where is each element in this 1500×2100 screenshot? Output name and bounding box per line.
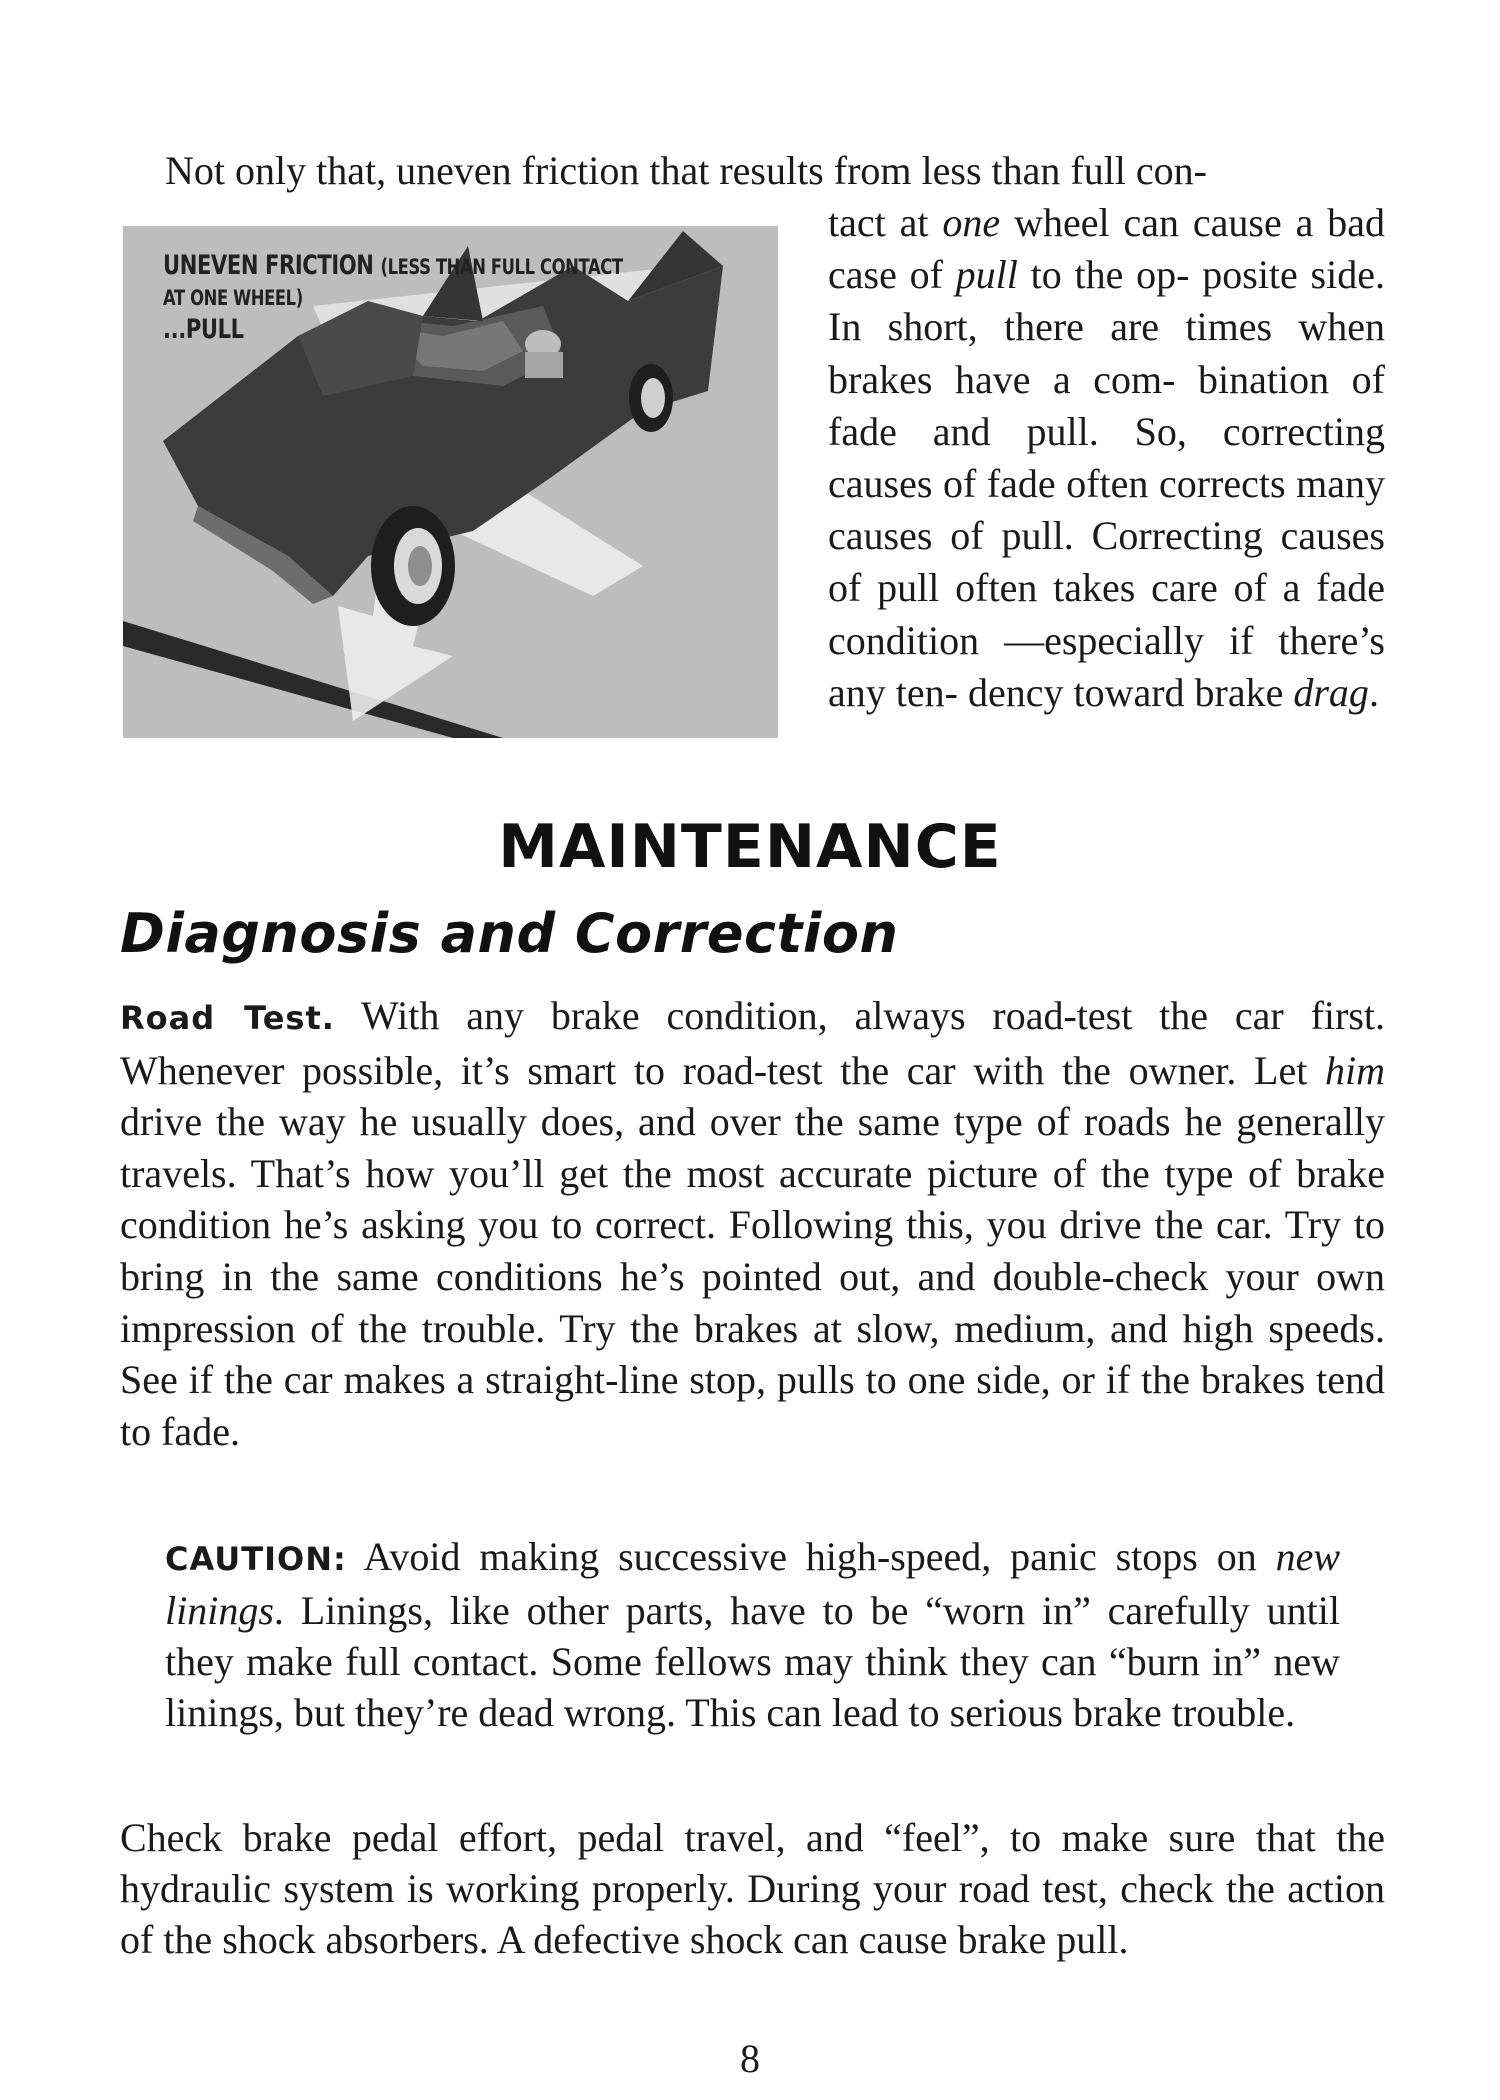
italic-text: drag — [1293, 669, 1369, 715]
road-test-paragraph — [120, 990, 1385, 1457]
text-run: Avoid making successive high-speed, panic stops on — [346, 1534, 1276, 1579]
caption-line2: AT ONE WHEEL) — [163, 286, 303, 310]
text-run: tact at — [828, 200, 943, 245]
caption-small: (LESS THAN FULL CONTACT — [380, 255, 623, 279]
italic-text: one — [942, 200, 1001, 245]
text-run: drive the way he usually does, and over the same type of roads he generally travels. That’s how you’ll get the most accurate picture of the type of brake condition he’s asking you to correct. Following this, you drive the car. Try to bring in the same conditions he’s pointed out, and double-check your own impression of the trouble. Try the brakes at slow, medium, and high speeds. See if the car makes a straight-line stop, pulls to one side, or if the brakes tend to fade. — [120, 1099, 1385, 1454]
text-run: . — [1368, 669, 1379, 715]
caution-paragraph — [165, 1531, 1340, 1738]
italic-text: pull — [955, 252, 1018, 298]
italic-text: new linings — [165, 1534, 1340, 1633]
illustration-caption — [163, 250, 623, 345]
page-number: 8 — [740, 2036, 760, 2081]
caution-label: CAUTION: — [165, 1540, 347, 1578]
text-run: . Linings, like other parts, have to be “worn in” carefully until they make full contact. Some fellows may think they can “burn in” new linings, but they’re dead wrong. This can lead to serious brake trouble. — [165, 1588, 1340, 1735]
intro-first-line: Not only that, uneven friction that results from less than full con- — [165, 148, 1207, 193]
road-test-segments — [120, 993, 1385, 1454]
section-heading: MAINTENANCE — [498, 812, 1002, 882]
intro-wrap-segments — [828, 200, 1385, 715]
text-run: wheel can cause a bad case of — [828, 200, 1385, 298]
road-test-label: Road Test. — [120, 999, 335, 1037]
section-subheading: Diagnosis and Correction — [120, 902, 899, 965]
caption-main: UNEVEN FRICTION — [163, 250, 374, 281]
check-paragraph: Check brake pedal effort, pedal travel, and “feel”, to make sure that the hydraulic system is working properly. During your road test, check the action of the shock absorbers. A defective shock can cause brake pull. — [120, 1815, 1385, 1962]
intro-wrapped-paragraph — [828, 197, 1385, 719]
uneven-friction-illustration — [123, 226, 778, 738]
caption-line3: ...PULL — [163, 314, 244, 345]
text-run: to the op- posite side. In short, there are times when brakes have a com- bination of fade and pull. So, correcting causes of fade often corrects many causes of pull. Correcting causes of pull often takes care of a fade condition —especially if there’s any ten- dency toward brake — [828, 252, 1385, 715]
italic-text: him — [1325, 1047, 1385, 1093]
text-run: With any brake condition, always road-test the car first. Whenever possible, it’s smart to road-test the car with the owner. Let — [120, 993, 1386, 1093]
